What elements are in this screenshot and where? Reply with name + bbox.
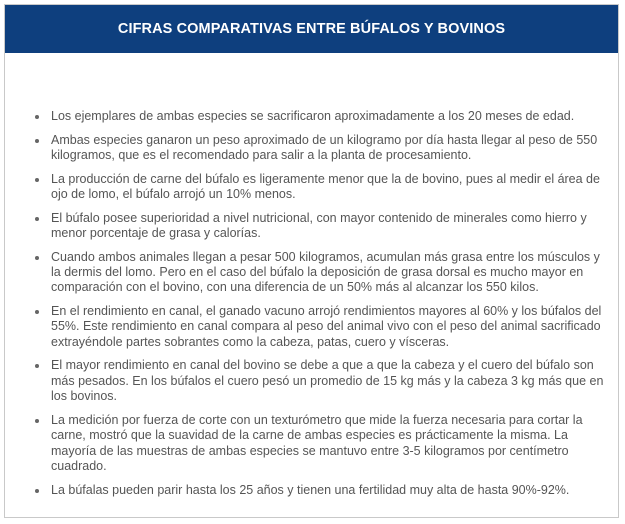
panel-title: CIFRAS COMPARATIVAS ENTRE BÚFALOS Y BOVINOS — [117, 21, 506, 37]
bullet-icon — [35, 178, 39, 182]
bullet-icon — [35, 364, 39, 368]
list-item — [33, 304, 611, 350]
list-item-text: En el rendimiento en canal, el ganado vacuno arrojó rendimientos mayores al 60% y los búfalos del 55%. Este rendimiento en canal compara al peso del animal vivo con el peso del animal sacrificado extrayéndole partes sobrantes como la cabeza, patas, cuero y vísceras. — [51, 304, 602, 349]
list-item — [33, 250, 611, 296]
bullet-icon — [35, 217, 39, 221]
list-item-text: El mayor rendimiento en canal del bovino se debe a que a que la cabeza y el cuero del búfalo son más pesados. En los búfalos el cuero pesó un promedio de 15 kg más y la cabeza 3 kg más que en los bovinos. — [51, 358, 604, 404]
bullet-icon — [35, 419, 39, 423]
list-item — [33, 109, 611, 124]
comparison-panel — [4, 4, 619, 518]
bullet-icon — [35, 256, 39, 260]
list-item-text: Ambas especies ganaron un peso aproximado de un kilogramo por día hasta llegar al peso de 550 kilogramos, que es el recomendado para salir a la planta de procesamiento. — [51, 132, 598, 162]
bullet-icon — [35, 139, 39, 143]
comparison-list — [33, 109, 611, 506]
list-item-text: La medición por fuerza de corte con un texturómetro que mide la fuerza necesaria para cortar la carne, mostró que la suavidad de la carne de ambas especies es prácticamente la misma. La mayoría de las muestras de ambas especies se mantuvo entre 3-5 kilogramos por centímetro cuadrado. — [51, 412, 583, 474]
bullet-icon — [35, 115, 39, 119]
list-item — [33, 133, 611, 164]
list-item — [33, 483, 611, 498]
list-item-text: La búfalas pueden parir hasta los 25 años y tienen una fertilidad muy alta de hasta 90%-92%. — [51, 482, 570, 497]
bullet-icon — [35, 310, 39, 314]
list-item-text: Los ejemplares de ambas especies se sacrificaron aproximadamente a los 20 meses de edad. — [51, 109, 575, 123]
list-item-text: La producción de carne del búfalo es ligeramente menor que la de bovino, pues al medir el área de ojo de lomo, el búfalo arrojó un 10% menos. — [51, 171, 600, 201]
list-item — [33, 172, 611, 203]
panel-header — [5, 5, 618, 53]
list-item — [33, 413, 611, 475]
list-item — [33, 358, 611, 404]
bullet-icon — [35, 489, 39, 493]
list-item-text: Cuando ambos animales llegan a pesar 500 kilogramos, acumulan más grasa entre los músculos y la dermis del lomo. Pero en el caso del búfalo la deposición de grasa dorsal es mucho mayor en comparación con el bovino, con una diferencia de un 50% más al alcanzar los 550 kilos. — [51, 249, 600, 295]
list-item-text: El búfalo posee superioridad a nivel nutricional, con mayor contenido de minerales como hierro y menor porcentaje de grasa y calorías. — [51, 210, 587, 240]
list-item — [33, 211, 611, 242]
